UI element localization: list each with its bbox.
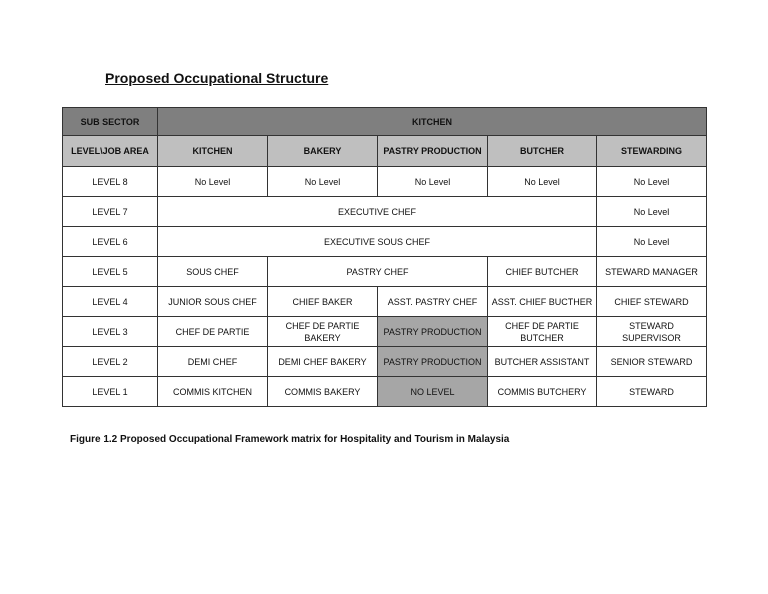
- sub-sector-label-cell: SUB SECTOR: [63, 108, 158, 136]
- column-header-butcher: BUTCHER: [488, 136, 597, 167]
- column-header-bakery: BAKERY: [268, 136, 378, 167]
- job-cell: NO LEVEL: [378, 377, 488, 407]
- job-area-header-row: [63, 136, 707, 167]
- level-label-cell: LEVEL 4: [63, 287, 158, 317]
- level-label-cell: LEVEL 6: [63, 227, 158, 257]
- column-header-stewarding: STEWARDING: [597, 136, 707, 167]
- level-label-cell: LEVEL 7: [63, 197, 158, 227]
- job-cell: ASST. PASTRY CHEF: [378, 287, 488, 317]
- table-row: [63, 227, 707, 257]
- job-cell: CHEF DE PARTIE BAKERY: [268, 317, 378, 347]
- job-cell: CHIEF STEWARD: [597, 287, 707, 317]
- page-title: Proposed Occupational Structure: [105, 70, 329, 86]
- table-row: [63, 377, 707, 407]
- sub-sector-value-cell: KITCHEN: [158, 108, 707, 136]
- job-cell: EXECUTIVE SOUS CHEF: [158, 227, 597, 257]
- job-cell: No Level: [158, 167, 268, 197]
- level-label-cell: LEVEL 1: [63, 377, 158, 407]
- job-cell: No Level: [378, 167, 488, 197]
- job-cell: No Level: [597, 197, 707, 227]
- job-cell: STEWARD SUPERVISOR: [597, 317, 707, 347]
- job-cell: No Level: [597, 227, 707, 257]
- job-cell: No Level: [597, 167, 707, 197]
- table-row: [63, 317, 707, 347]
- table-row: [63, 347, 707, 377]
- job-cell: JUNIOR SOUS CHEF: [158, 287, 268, 317]
- job-cell: COMMIS KITCHEN: [158, 377, 268, 407]
- sub-sector-header-row: [63, 108, 707, 136]
- job-cell: DEMI CHEF: [158, 347, 268, 377]
- job-cell: CHIEF BAKER: [268, 287, 378, 317]
- job-cell: No Level: [488, 167, 597, 197]
- job-cell: COMMIS BUTCHERY: [488, 377, 597, 407]
- job-cell: CHEF DE PARTIE BUTCHER: [488, 317, 597, 347]
- table-row: [63, 197, 707, 227]
- level-label-cell: LEVEL 8: [63, 167, 158, 197]
- level-label-cell: LEVEL 2: [63, 347, 158, 377]
- job-cell: PASTRY CHEF: [268, 257, 488, 287]
- table-row: [63, 287, 707, 317]
- job-cell: SENIOR STEWARD: [597, 347, 707, 377]
- job-cell: CHEF DE PARTIE: [158, 317, 268, 347]
- job-cell: SOUS CHEF: [158, 257, 268, 287]
- job-cell: DEMI CHEF BAKERY: [268, 347, 378, 377]
- job-cell: PASTRY PRODUCTION: [378, 317, 488, 347]
- job-cell: EXECUTIVE CHEF: [158, 197, 597, 227]
- job-cell: STEWARD MANAGER: [597, 257, 707, 287]
- table-row: [63, 257, 707, 287]
- column-header-pastry-production: PASTRY PRODUCTION: [378, 136, 488, 167]
- job-cell: No Level: [268, 167, 378, 197]
- table-body: [63, 108, 707, 407]
- level-label-cell: LEVEL 5: [63, 257, 158, 287]
- job-cell: ASST. CHIEF BUCTHER: [488, 287, 597, 317]
- job-cell: CHIEF BUTCHER: [488, 257, 597, 287]
- figure-caption: Figure 1.2 Proposed Occupational Framework matrix for Hospitality and Tourism in Malaysia: [70, 434, 510, 445]
- job-cell: PASTRY PRODUCTION: [378, 347, 488, 377]
- table-row: [63, 167, 707, 197]
- job-area-label-cell: LEVEL\JOB AREA: [63, 136, 158, 167]
- level-label-cell: LEVEL 3: [63, 317, 158, 347]
- job-cell: COMMIS BAKERY: [268, 377, 378, 407]
- column-header-kitchen: KITCHEN: [158, 136, 268, 167]
- job-cell: BUTCHER ASSISTANT: [488, 347, 597, 377]
- job-cell: STEWARD: [597, 377, 707, 407]
- occupational-framework-table: [62, 107, 707, 407]
